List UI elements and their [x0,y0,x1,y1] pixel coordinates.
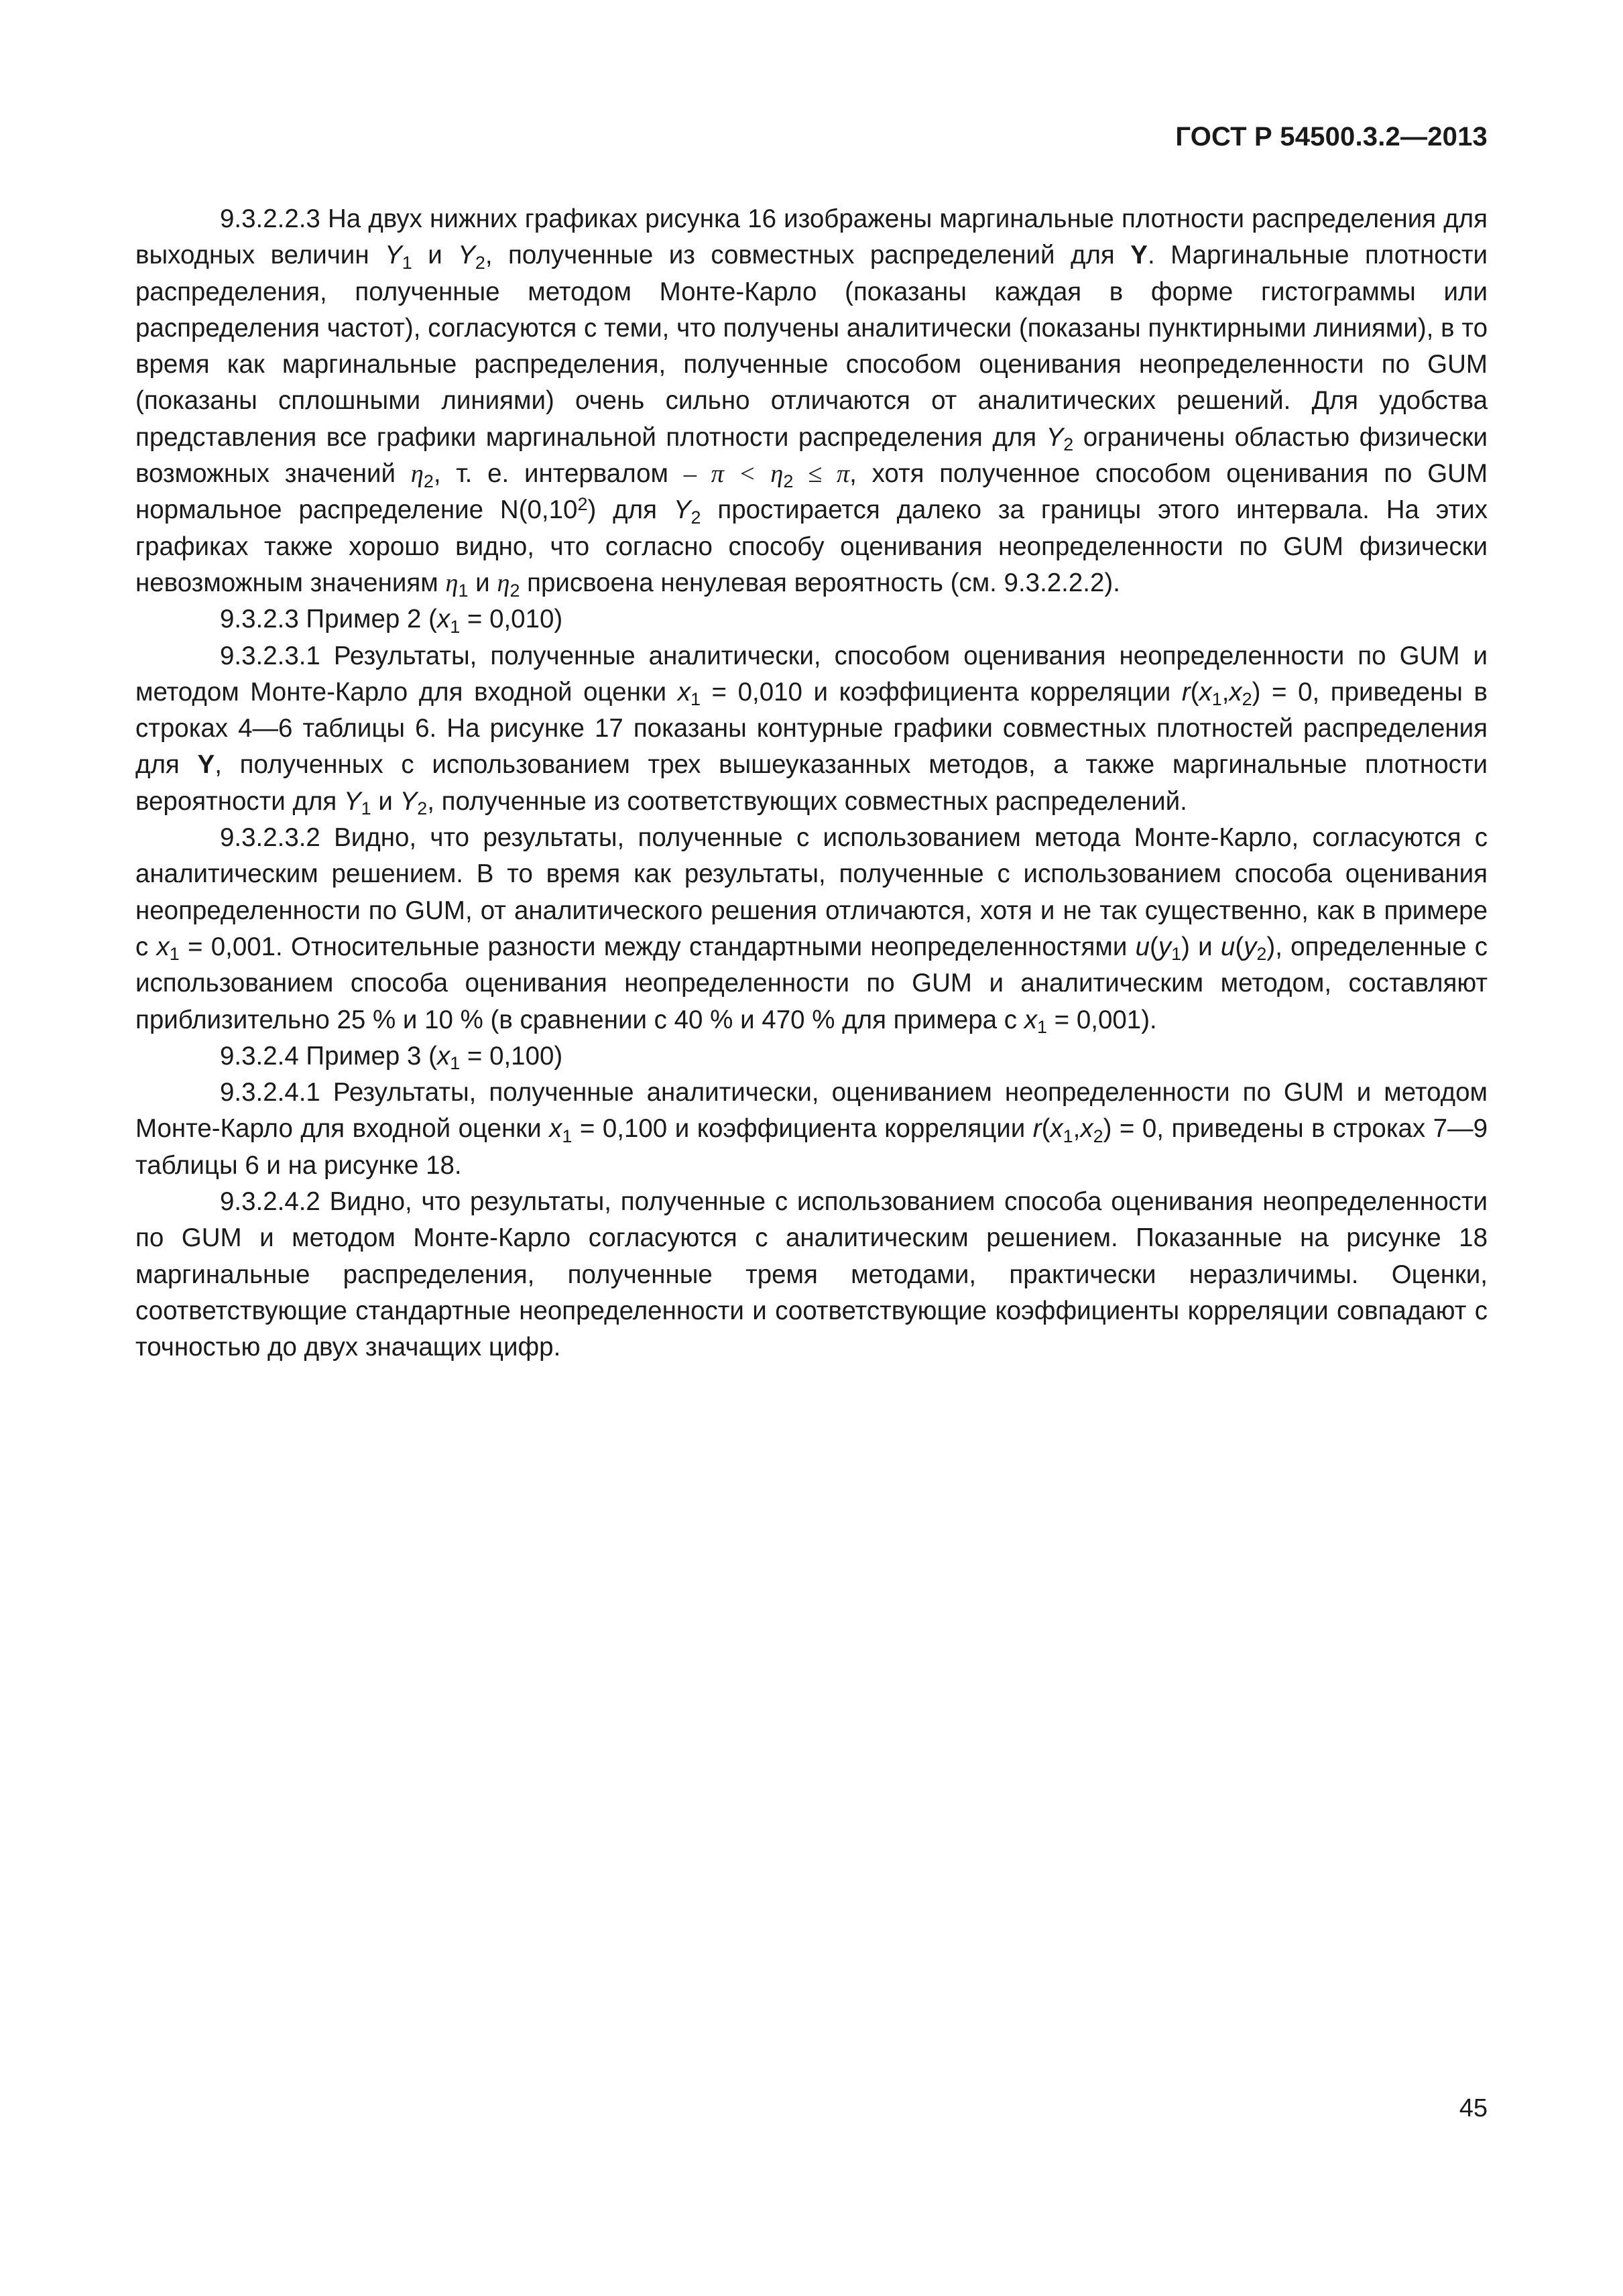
paragraph-9-3-2-4-1: 9.3.2.4.1 Результаты, полученные аналитически, оцениванием неопределенности по GUM и методом Монте-Карло для входной оценки $x_1 = 0,100$ и коэффициента корреляции $r(x_1,x_2) = 0$, приведены в строках 7—9 таблицы 6 и на рисунке 18. [135,1078,1488,1180]
paragraph-9-3-2-3-2: 9.3.2.3.2 Видно, что результаты, полученные с использованием метода Монте-Карло, согласуются с аналитическим решением. В то время как результаты, полученные с использованием способа оценивания неопределенности по GUM, от аналитического решения отличаются, хотя и не так существенно, как в примере с $x_1 = 0,001$. Относительные разности между стандартными неопределенностями $u(y_1)$ и $u(y_2)$, определенные с использованием способа оценивания неопределенности по GUM и аналитическим методом, составляют приблизительно 25 % и 10 % (в сравнении с 40 % и 470 % для примера с $x_1 = 0,001$). [135,823,1488,1038]
page-number: 45 [1459,2094,1488,2122]
paragraph-9-3-2-3: 9.3.2.3 Пример 2 $(x_1 = 0,010)$ [220,605,563,637]
paragraph-9-3-2-4: 9.3.2.4 Пример 3 $(x_1 = 0,100)$ [220,1041,563,1074]
paragraph-9-3-2-2-3: 9.3.2.2.3 На двух нижних графиках рисунка 16 изображены маргинальные плотности распределения для выходных величин $Y_1$ и $Y_2$, полученные из совместных распределений для Y. Маргинальные плотности распределения, полученные методом Монте-Карло (показаны каждая в форме гистограммы или распределения частот), согласуются с теми, что получены аналитически (показаны пунктирными линиями), в то время как маргинальные распределения, полученные способом оценивания неопределенности по GUM (показаны сплошными линиями) очень сильно отличаются от аналитических решений. Для удобства представления все графики маргинальной плотности распределения для $Y_2$ ограничены областью физически возможных значений $\eta_2$, т. е. интервалом – $\pi < \eta_2 \le \pi$, хотя полученное способом оценивания по GUM нормальное распределение N(0,10$^2$) для $Y_2$ простирается далеко за границы этого интервала. На этих графиках также хорошо видно, что согласно способу оценивания неопределенности по GUM физически невозможным значениям $\eta_1$ и $\eta_2$ присвоена ненулевая вероятность (см. 9.3.2.2.2). [135,204,1488,601]
document-header: ГОСТ Р 54500.3.2—2013 [1175,122,1488,152]
paragraph-9-3-2-4-2: 9.3.2.4.2 Видно, что результаты, полученные с использованием способа оценивания неопределенности по GUM и методом Монте-Карло согласуются с аналитическим решением. Показанные на рисунке 18 маргинальные распределения, полученные тремя методами, практически неразличимы. Оценки, соответствующие стандартные неопределенности и соответствующие коэффициенты корреляции совпадают с точностью до двух значащих цифр. [135,1187,1488,1362]
document-body [135,201,1488,1366]
paragraph-9-3-2-3-1: 9.3.2.3.1 Результаты, полученные аналитически, способом оценивания неопределенности по GUM и методом Монте-Карло для входной оценки $x_1 = 0,010$ и коэффициента корреляции $r(x_1,x_2) = 0$, приведены в строках 4—6 таблицы 6. На рисунке 17 показаны контурные графики совместных плотностей распределения для Y, полученных с использованием трех вышеуказанных методов, а также маргинальные плотности вероятности для $Y_1$ и $Y_2$, полученные из соответствующих совместных распределений. [135,641,1488,819]
